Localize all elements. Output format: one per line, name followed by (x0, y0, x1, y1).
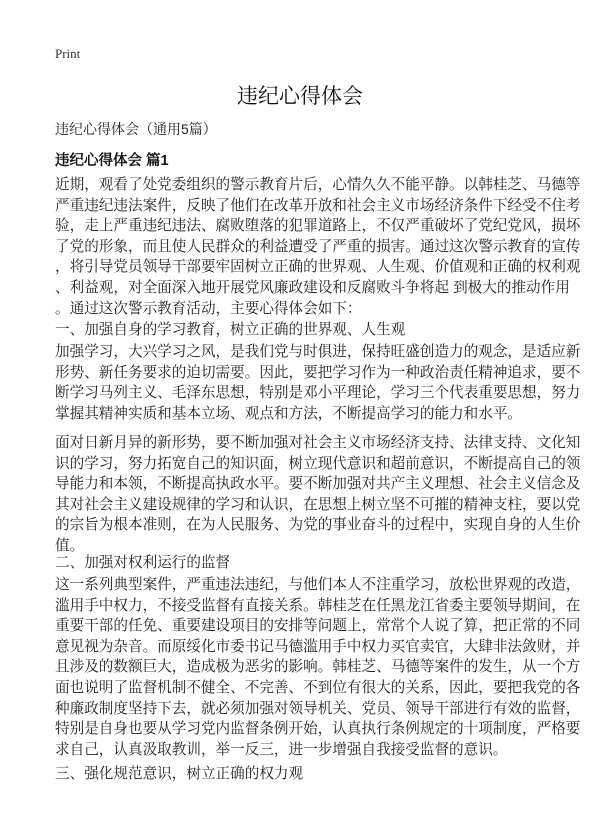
paragraph-line: 导能力和本领，不断提高执政水平。要不断加强对共产主义理想、社会主义信念及 (55, 476, 581, 493)
paragraph-line: 掌握其精神实质和基本立场、观点和方法，不断提高学习的能力和水平。 (55, 405, 523, 422)
paragraph-line: 加强学习，大兴学习之风，是我们党与时俱进，保持旺盛创造力的观念，是适应新 (55, 344, 581, 360)
section-heading: 三、强化规范意识，树立正确的权力观 (55, 766, 304, 782)
paragraph-line: 值。 (55, 537, 85, 554)
paragraph-line: 、利益观，对全面深入地开展党风廉政建设和反腐败斗争将起 到极大的推动作用 (55, 279, 570, 296)
paragraph-line: 形势、新任务要求的迫切需要。因此，要把学习作为一种政治责任精神追求，要不 (55, 364, 581, 381)
paragraph-line: 。通过这次警示教育活动，主要心得体会如下： (55, 300, 362, 317)
paragraph-line: 了党的形象，而且使人民群众的利益遭受了严重的损害。通过这次警示教育的宣传 (55, 238, 581, 255)
paragraph-line: 重要干部的任免、重要建设项目的安排等问题上，常常个人说了算，把正常的不同 (55, 618, 581, 635)
paragraph-line: 意见视为杂音。而原绥化市委书记马德滥用手中权力买官卖官，大肆非法敛财，并 (55, 638, 581, 655)
paragraph (55, 433, 581, 557)
document-subtitle: 违纪心得体会（通用5篇） (55, 121, 217, 137)
paragraph (55, 575, 581, 760)
paragraph-line: 种廉政制度坚持下去，就必须加强对领导机关、党员、领导干部进行有效的监督， (55, 700, 581, 717)
paragraph (55, 175, 581, 319)
paragraph-line: 断学习马列主义、毛泽东思想，特别是邓小平理论，学习三个代表重要思想，努力 (55, 385, 581, 402)
paragraph-line: 验，走上严重违纪违法、腐败堕落的犯罪道路上，不仅严重破坏了党纪党风，损坏 (55, 218, 581, 235)
article-heading: 违纪心得体会 篇1 (55, 153, 169, 169)
paragraph-line: 且涉及的数额巨大，造成极为恶劣的影响。韩桂芝、马德等案件的发生，从一个方 (55, 659, 581, 676)
paragraph-line: 面对日新月异的新形势，要不断加强对社会主义市场经济支持、法律支持、文化知 (55, 435, 581, 451)
print-link[interactable]: Print (55, 46, 81, 61)
paragraph-line: ，将引导党员领导干部要牢固树立正确的世界观、人生观、价值观和正确的权利观 (55, 259, 581, 276)
paragraph-line: 识的学习，努力拓宽自己的知识面，树立现代意识和超前意识，不断提高自己的领 (55, 455, 581, 472)
paragraph-line: 其对社会主义建设规律的学习和认识，在思想上树立坚不可摧的精神支柱，要以党 (55, 496, 581, 513)
paragraph-line: 的宗旨为根本准则，在为人民服务、为党的事业奋斗的过程中，实现自身的人生价 (55, 517, 581, 534)
paragraph-line: 这一系列典型案件，严重违法违纪，与他们本人不注重学习，放松世界观的改造， (55, 577, 581, 593)
paragraph-line: 面也说明了监督机制不健全、不完善、不到位有很大的关系，因此，要把我党的各 (55, 679, 581, 696)
section-heading: 二、加强对权利运行的监督 (55, 555, 231, 571)
paragraph-line: 特别是自身也要从学习党内监督条例开始，认真执行条例规定的十项制度，严格要 (55, 721, 581, 738)
paragraph-line: 滥用手中权力，不接受监督有直接关系。韩桂芝在任黑龙江省委主要领导期间，在 (55, 597, 581, 614)
paragraph-line: 近期，观看了处党委组织的警示教育片后，心情久久不能平静。以韩桂芝、马德等 (55, 177, 581, 193)
paragraph-line: 严重违纪违法案件，反映了他们在改革开放和社会主义市场经济条件下经受不住考 (55, 197, 581, 214)
page-title: 违纪心得体会 (237, 85, 363, 108)
paragraph (55, 342, 581, 424)
paragraph-line: 求自己，认真汲取教训，举一反三，进一步增强自我接受监督的意识。 (55, 741, 508, 758)
section-heading: 一、加强自身的学习教育，树立正确的世界观、人生观 (55, 322, 406, 338)
